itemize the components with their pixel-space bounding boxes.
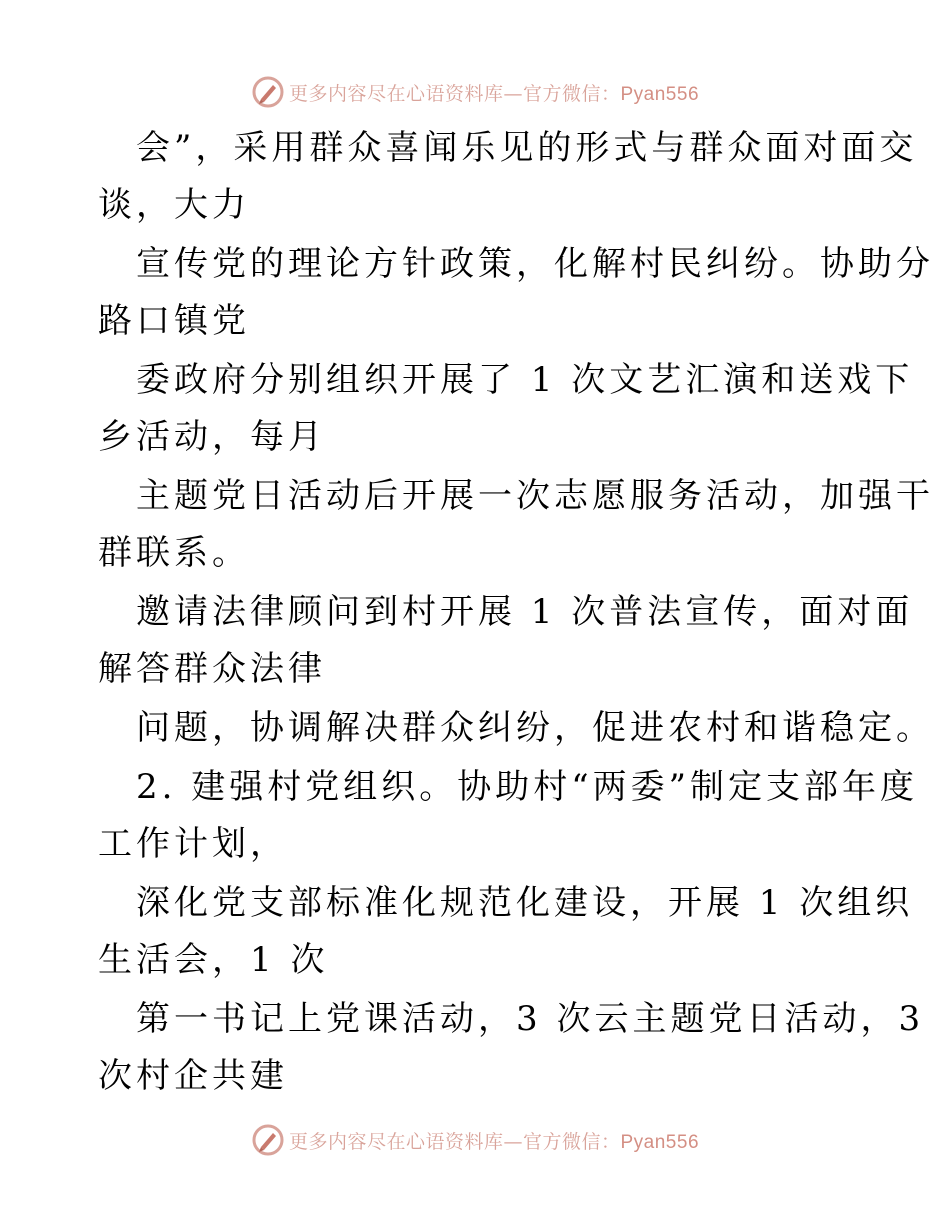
text-line: 次村企共建 bbox=[98, 1056, 288, 1096]
text-line: 第一书记上党课活动，3 次云主题党日活动，3 bbox=[136, 999, 925, 1039]
text-line: 邀请法律顾问到村开展 1 次普法宣传，面对面 bbox=[136, 592, 914, 632]
watermark-handle: Pyan556 bbox=[620, 83, 700, 105]
text-line: 会”，采用群众喜闻乐见的形式与群众面对面交 bbox=[136, 128, 918, 168]
text-line: 问题，协调解决群众纠纷，促进农村和谐稳定。 bbox=[136, 708, 934, 748]
text-line: 工作计划， bbox=[98, 824, 288, 864]
text-line: 乡活动，每月 bbox=[98, 417, 326, 457]
text-line: 委政府分别组织开展了 1 次文艺汇演和送戏下 bbox=[136, 360, 914, 400]
text-line: 谈，大力 bbox=[98, 185, 250, 225]
pen-logo-icon bbox=[251, 1123, 285, 1157]
text-line: 解答群众法律 bbox=[98, 649, 326, 689]
text-line: 宣传党的理论方针政策，化解村民纠纷。协助分 bbox=[136, 244, 934, 284]
text-line: 主题党日活动后开展一次志愿服务活动，加强干 bbox=[136, 476, 934, 516]
watermark-handle: Pyan556 bbox=[620, 1131, 700, 1153]
watermark-label: 更多内容尽在心语资料库—官方微信： bbox=[288, 82, 621, 105]
text-line: 路口镇党 bbox=[98, 301, 250, 341]
watermark-text bbox=[289, 1127, 699, 1154]
text-line: 群联系。 bbox=[98, 533, 250, 573]
footer-watermark bbox=[0, 1120, 950, 1160]
text-line: 2. 建强村党组织。协助村“两委”制定支部年度 bbox=[136, 767, 919, 807]
text-line: 深化党支部标准化规范化建设，开展 1 次组织 bbox=[136, 883, 914, 923]
text-line: 生活会，1 次 bbox=[98, 940, 329, 980]
watermark-label: 更多内容尽在心语资料库—官方微信： bbox=[288, 1130, 621, 1153]
